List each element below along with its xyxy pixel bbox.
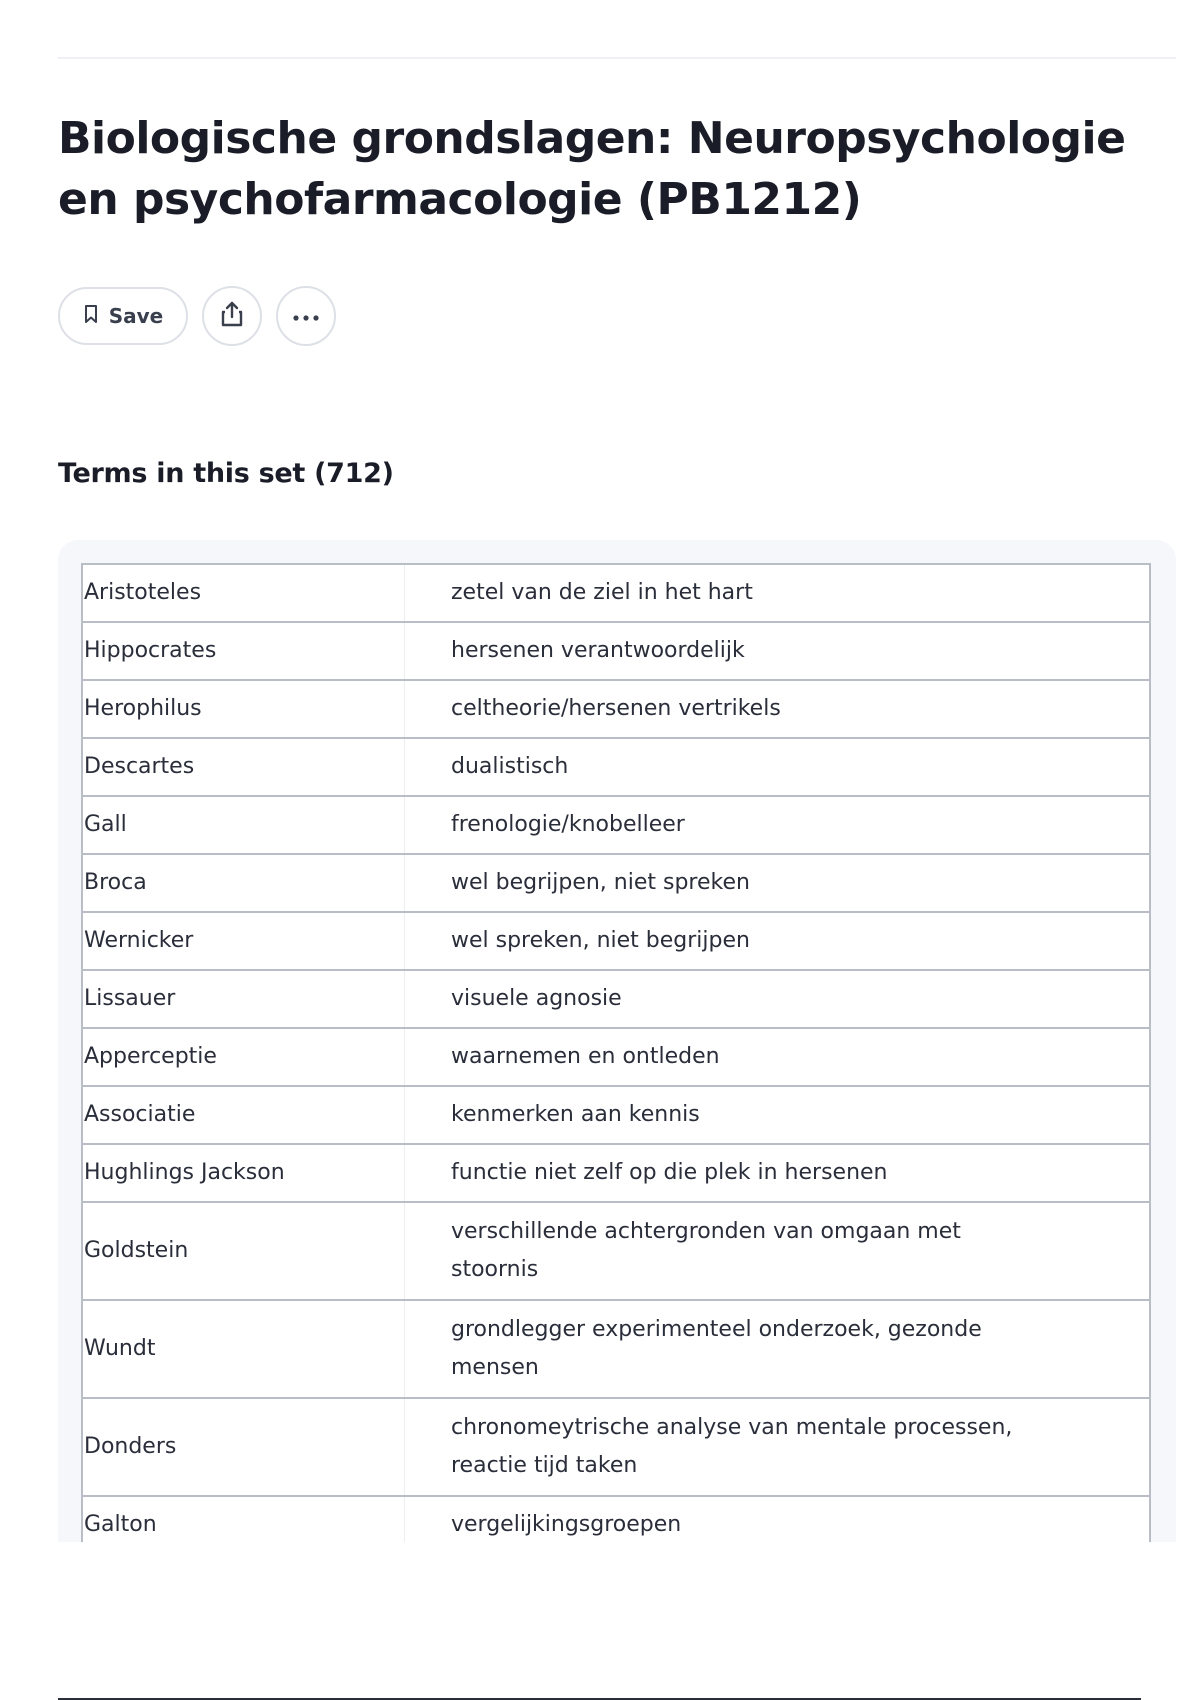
- term-row: [82, 912, 1150, 970]
- definition-cell: verschillende achtergronden van omgaan met stoornis: [405, 1202, 1151, 1300]
- definition-cell: frenologie/knobelleer: [405, 796, 1151, 854]
- definition-cell: waarnemen en ontleden: [405, 1028, 1151, 1086]
- definition-cell: hersenen verantwoordelijk: [405, 622, 1151, 680]
- term-cell: Gall: [82, 796, 405, 854]
- term-row: [82, 1086, 1150, 1144]
- definition-cell: celtheorie/hersenen vertrikels: [405, 680, 1151, 738]
- bookmark-icon: [83, 304, 99, 328]
- term-row: [82, 1202, 1150, 1300]
- definition-cell: wel begrijpen, niet spreken: [405, 854, 1151, 912]
- term-row: [82, 854, 1150, 912]
- terms-table: [81, 563, 1151, 1542]
- term-cell: Goldstein: [82, 1202, 405, 1300]
- definition-cell: dualistisch: [405, 738, 1151, 796]
- term-cell: Broca: [82, 854, 405, 912]
- term-cell: Hippocrates: [82, 622, 405, 680]
- more-button[interactable]: [276, 286, 336, 346]
- terms-card: [58, 540, 1176, 1542]
- term-row: [82, 1028, 1150, 1086]
- definition-cell: chronomeytrische analyse van mentale processen, reactie tijd taken: [405, 1398, 1151, 1496]
- term-cell: Donders: [82, 1398, 405, 1496]
- term-row: [82, 1398, 1150, 1496]
- action-bar: [58, 285, 336, 347]
- definition-cell: grondlegger experimenteel onderzoek, gezonde mensen: [405, 1300, 1151, 1398]
- definition-cell: kenmerken aan kennis: [405, 1086, 1151, 1144]
- top-divider: [58, 57, 1176, 59]
- term-cell: Associatie: [82, 1086, 405, 1144]
- term-cell: Wernicker: [82, 912, 405, 970]
- term-cell: Lissauer: [82, 970, 405, 1028]
- definition-cell: visuele agnosie: [405, 970, 1151, 1028]
- term-row: [82, 970, 1150, 1028]
- term-row: [82, 1144, 1150, 1202]
- term-row: [82, 738, 1150, 796]
- definition-cell: wel spreken, niet begrijpen: [405, 912, 1151, 970]
- terms-heading: Terms in this set (712): [58, 458, 394, 489]
- term-cell: Aristoteles: [82, 564, 405, 622]
- term-row: [82, 796, 1150, 854]
- more-horizontal-icon: [291, 307, 321, 326]
- share-icon: [219, 300, 245, 332]
- term-cell: Hughlings Jackson: [82, 1144, 405, 1202]
- term-cell: Descartes: [82, 738, 405, 796]
- term-row: [82, 564, 1150, 622]
- definition-cell: zetel van de ziel in het hart: [405, 564, 1151, 622]
- share-button[interactable]: [202, 286, 262, 346]
- definition-cell: functie niet zelf op die plek in hersenen: [405, 1144, 1151, 1202]
- definition-cell: vergelijkingsgroepen: [405, 1496, 1151, 1542]
- term-cell: Wundt: [82, 1300, 405, 1398]
- term-row: [82, 680, 1150, 738]
- save-button[interactable]: [58, 287, 188, 345]
- term-row: [82, 622, 1150, 680]
- term-row: [82, 1496, 1150, 1542]
- term-cell: Apperceptie: [82, 1028, 405, 1086]
- term-row: [82, 1300, 1150, 1398]
- term-cell: Herophilus: [82, 680, 405, 738]
- page-title: Biologische grondslagen: Neuropsychologie en psychofarmacologie (PB1212): [58, 113, 1126, 225]
- save-label: Save: [108, 304, 164, 328]
- term-cell: Galton: [82, 1496, 405, 1542]
